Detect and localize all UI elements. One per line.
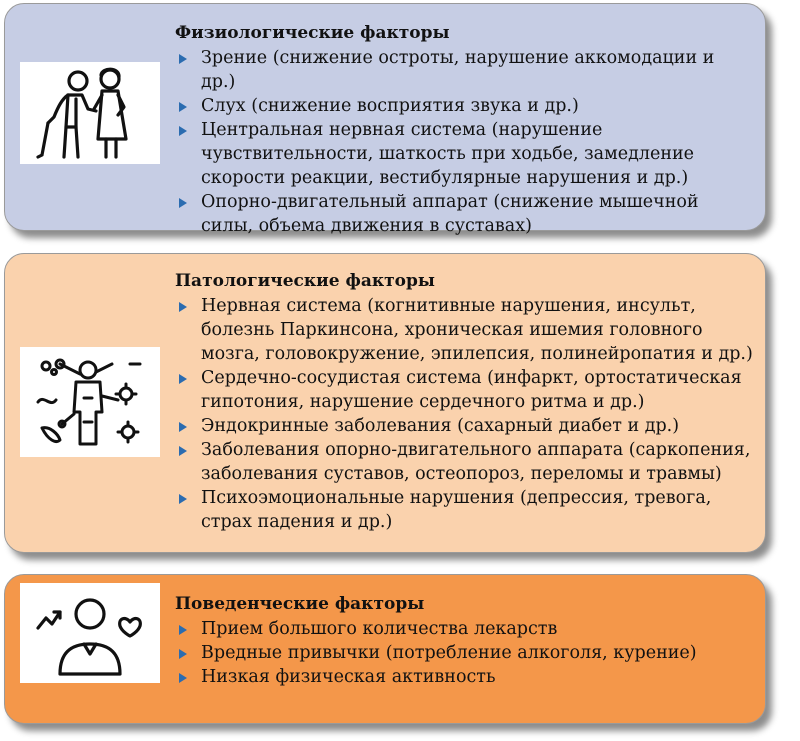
list-item [173, 486, 753, 534]
panel-heading: Физиологические факторы [175, 23, 450, 43]
list-item [173, 294, 753, 366]
list-item [173, 366, 753, 414]
bullet-icon [179, 54, 187, 64]
list-item [173, 617, 753, 641]
bullet-icon [179, 302, 187, 312]
physiological-factors-panel [4, 3, 766, 236]
factor-list [173, 46, 753, 238]
physiological-factors-text [173, 22, 753, 238]
panel-heading: Поведенческие факторы [175, 594, 425, 614]
list-item [173, 118, 753, 190]
body-diseases-icon [20, 347, 160, 457]
bullet-icon [179, 649, 187, 659]
bullet-icon [179, 422, 187, 432]
list-item-text: Опорно-двигательный аппарат (снижение мышечной силы, объема движения в суставах) [201, 192, 699, 236]
bullet-icon [179, 625, 187, 635]
list-item-text: Сердечно-сосудистая система (инфаркт, ортостатическая гипотония, нарушение сердечного ритма и др.) [201, 368, 742, 412]
pathological-factors-panel [4, 253, 766, 553]
list-item-text: Нервная система (когнитивные нарушения, инсульт, болезнь Паркинсона, хроническая ишемия головного мозга, головокружение, эпилепсия, полинейропатия и др.) [201, 296, 753, 364]
list-item-text: Прием большого количества лекарств [201, 619, 558, 639]
list-item-text: Низкая физическая активность [201, 667, 496, 687]
factor-list [173, 294, 753, 534]
list-item-text: Слух (снижение восприятия звука и др.) [201, 96, 579, 116]
list-item-text: Эндокринные заболевания (сахарный диабет и др.) [201, 416, 680, 436]
behavioral-factors-text [173, 593, 753, 689]
list-item [173, 190, 753, 238]
person-habits-icon [20, 583, 160, 683]
list-item-text: Вредные привычки (потребление алкоголя, курение) [201, 643, 697, 663]
list-item [173, 94, 753, 118]
list-item [173, 414, 753, 438]
elderly-couple-icon [20, 62, 160, 164]
bullet-icon [179, 673, 187, 683]
bullet-icon [179, 102, 187, 112]
list-item-text: Центральная нервная система (нарушение чувствительности, шаткость при ходьбе, замедление скорости реакции, вестибулярные нарушения и др.) [201, 120, 694, 188]
list-item-text: Психоэмоциональные нарушения (депрессия, тревога, страх падения и др.) [201, 488, 712, 532]
list-item [173, 641, 753, 665]
bullet-icon [179, 198, 187, 208]
bullet-icon [179, 126, 187, 136]
list-item [173, 438, 753, 486]
list-item-text: Заболевания опорно-двигательного аппарата (саркопения, заболевания суставов, остеопороз, переломы и травмы) [201, 440, 751, 484]
factor-list [173, 617, 753, 689]
pathological-factors-text [173, 270, 753, 534]
list-item [173, 665, 753, 689]
bullet-icon [179, 494, 187, 504]
list-item-text: Зрение (снижение остроты, нарушение аккомодации и др.) [201, 48, 715, 92]
bullet-icon [179, 374, 187, 384]
panel-heading: Патологические факторы [175, 271, 435, 291]
list-item [173, 46, 753, 94]
behavioral-factors-panel [4, 574, 766, 724]
bullet-icon [179, 446, 187, 456]
